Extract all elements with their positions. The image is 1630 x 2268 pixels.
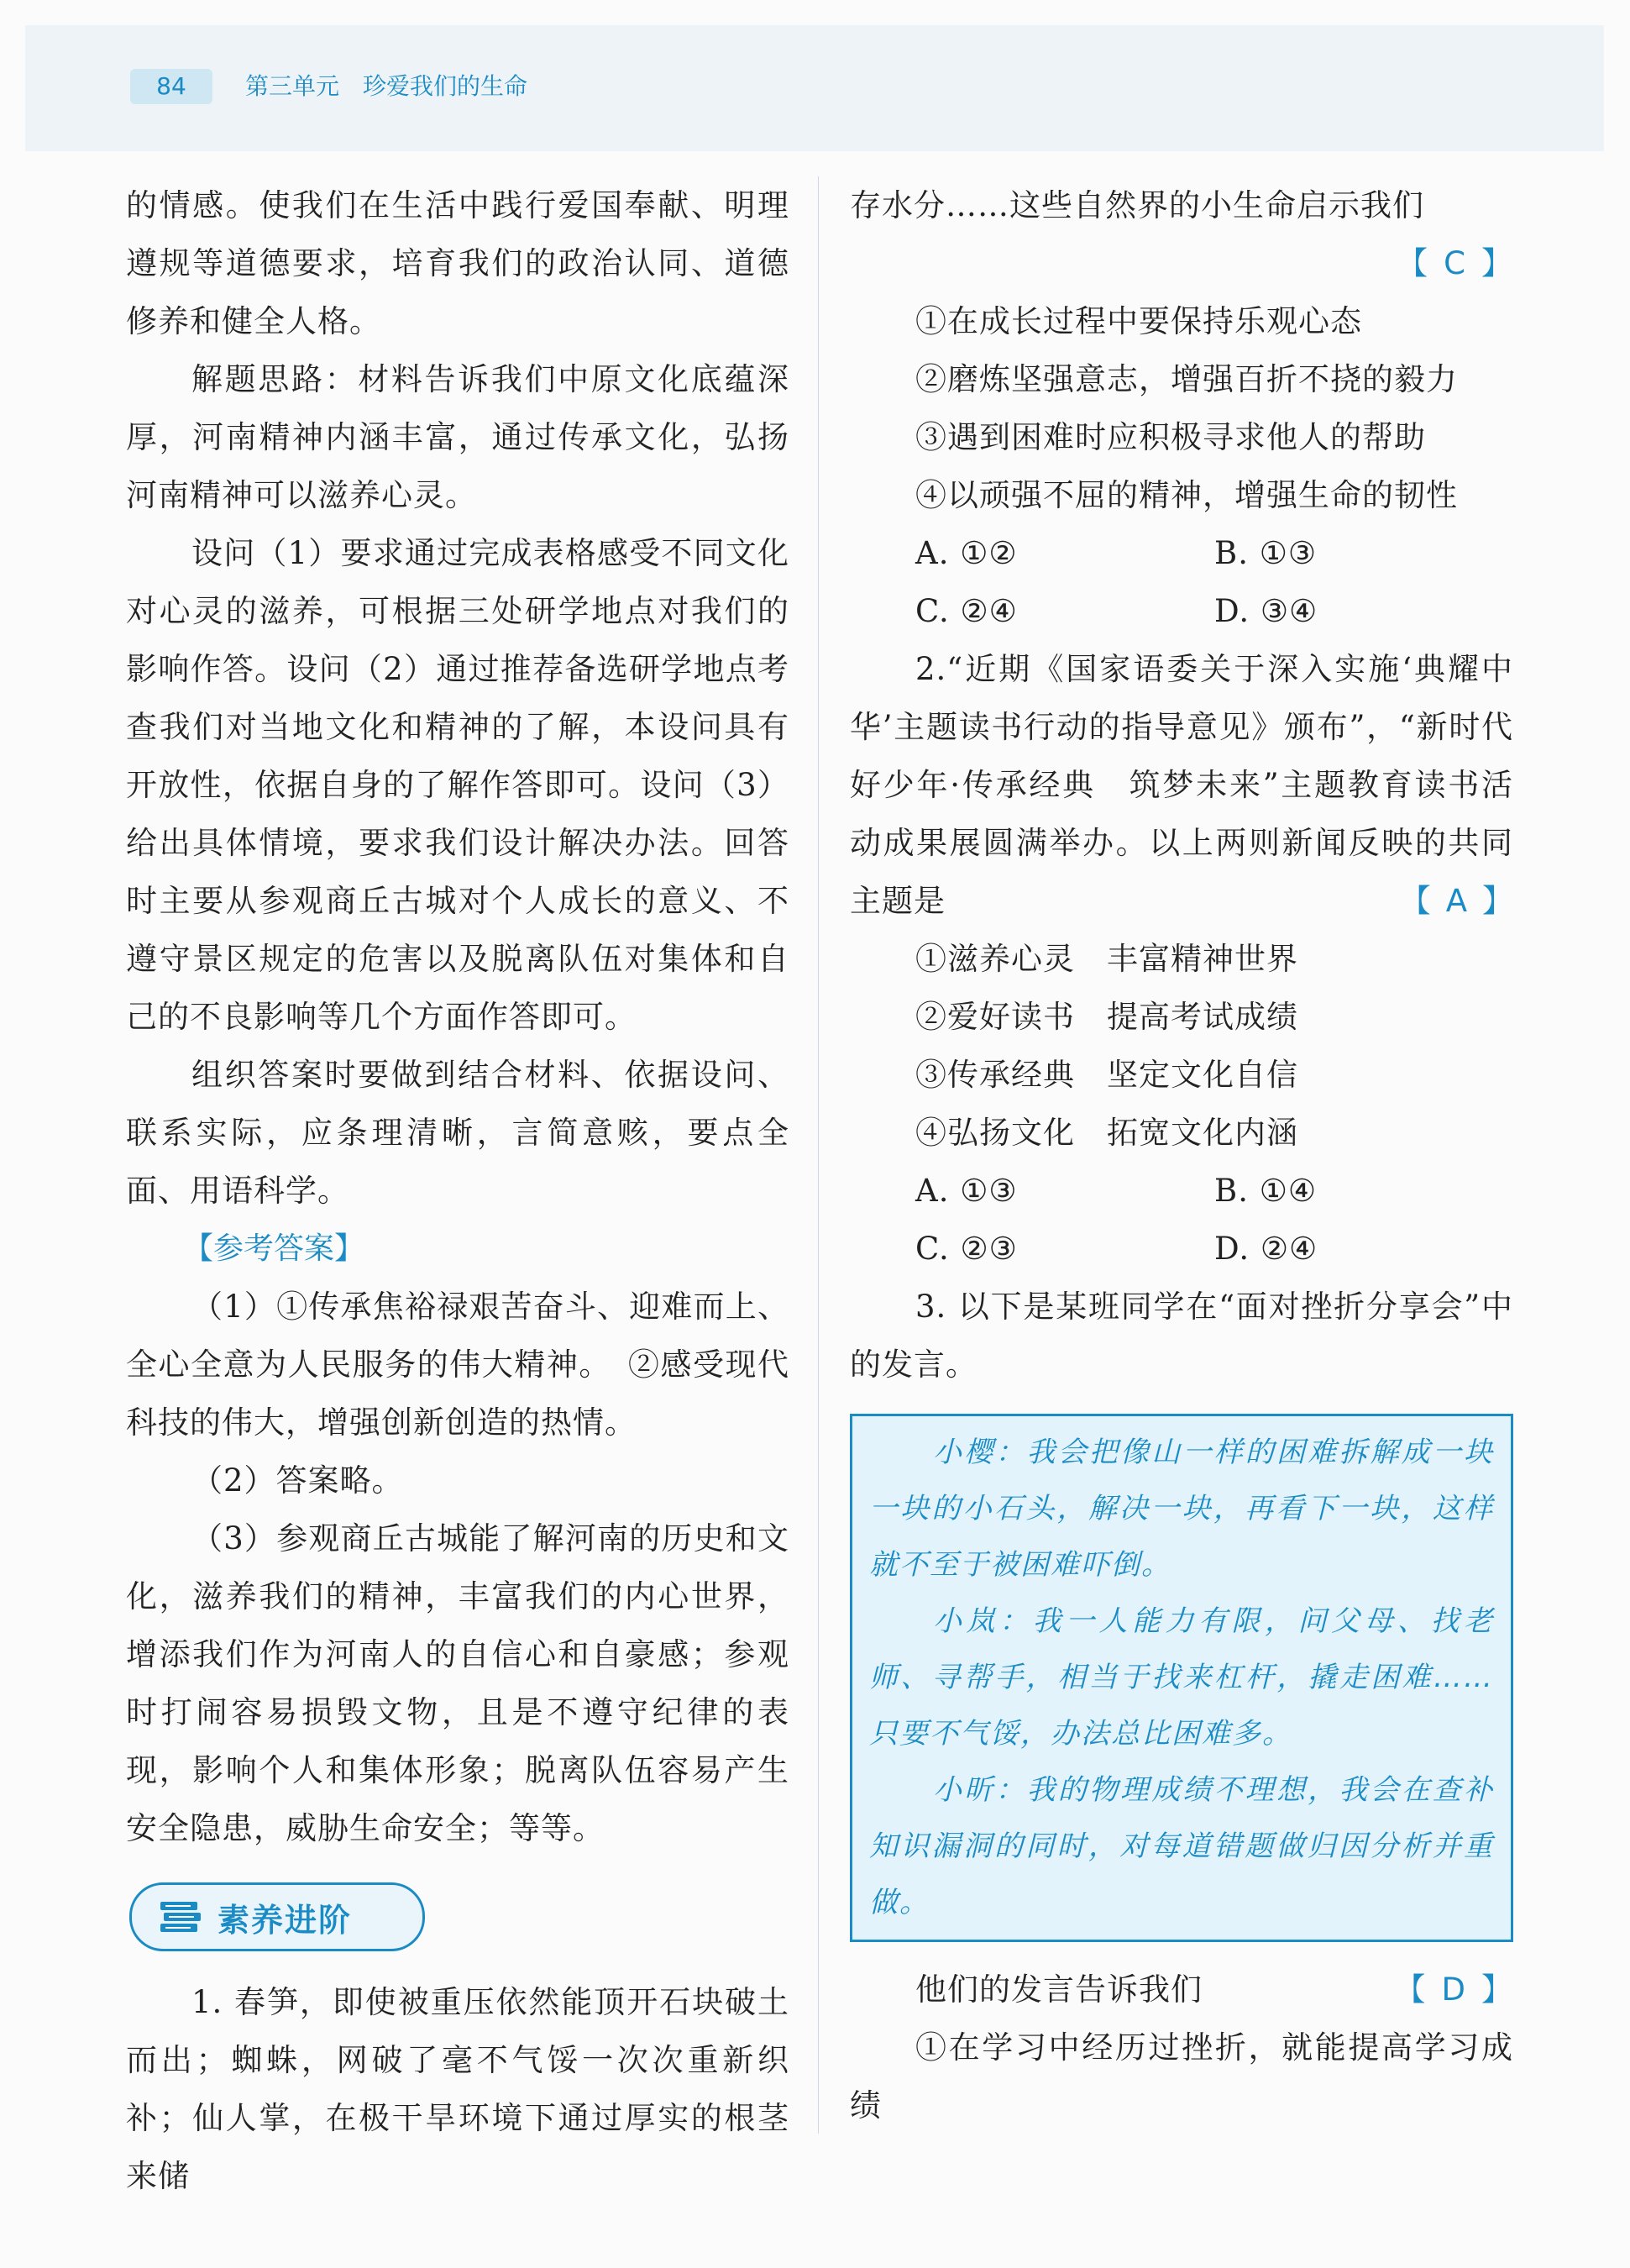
quote-box bbox=[850, 1414, 1513, 1942]
q1-option-c: C. ②④ bbox=[915, 593, 1018, 629]
quote-xiaoying: 小樱：我会把像山一样的困难拆解成一块一块的小石头，解决一块，再看下一块，这样就不至于被困难吓倒。 bbox=[869, 1436, 1494, 1582]
question-analysis: 设问（1）要求通过完成表格感受不同文化对心灵的滋养，可根据三处研学地点对我们的影响作答。设问（2）通过推荐备选研学地点考查我们对当地文化和精神的了解，本设问具有开放性，依据自身的了解作答即可。设问（3）给出具体情境，要求我们设计解决办法。回答时主要从参观商丘古城对个人成长的意义、不遵守景区规定的危害以及脱离队伍对集体和自己的不良影响等几个方面作答即可。 bbox=[126, 535, 789, 1035]
answer-bracket: 【 C 】 bbox=[1397, 245, 1513, 281]
analysis-paragraph-1: 的情感。使我们在生活中践行爱国奉献、明理遵规等道德要求，培育我们的政治认同、道德修养和健全人格。 bbox=[126, 187, 789, 339]
q2-options-row bbox=[850, 1162, 1513, 1220]
reference-answer-3: （3）参观商丘古城能了解河南的历史和文化，滋养我们的精神，丰富我们的内心世界，增添我们作为河南人的自信心和自豪感；参观时打闹容易损毁文物，且是不遵守纪律的表现，影响个人和集体形象；脱离队伍容易产生安全隐患，威胁生命安全；等等。 bbox=[126, 1520, 789, 1846]
q1-option-a: A. ①② bbox=[915, 535, 1018, 571]
reference-answer-1: （1）①传承焦裕禄艰苦奋斗、迎难而上、全心全意为人民服务的伟大精神。 ②感受现代科技的伟大，增强创新创造的热情。 bbox=[126, 1289, 789, 1441]
question-2-stem: 2.“近期《国家语委关于深入实施‘典耀中华’主题读书行动的指导意见》颁布”，“新时代好少年·传承经典 筑梦未来”主题教育读书活动成果展圆满举办。以上两则新闻反映的共同主题是 bbox=[850, 651, 1513, 919]
q1-options-row bbox=[850, 582, 1513, 640]
section-title: 素养进阶 bbox=[218, 1901, 353, 1939]
unit-title: 第三单元 珍爱我们的生命 bbox=[245, 72, 528, 100]
q1-statement: ①在成长过程中要保持乐观心态 bbox=[915, 303, 1362, 339]
solution-approach: 解题思路：材料告诉我们中原文化底蕴深厚，河南精神内涵丰富，通过传承文化，弘扬河南精神可以滋养心灵。 bbox=[126, 361, 789, 513]
q1-option-b: B. ①③ bbox=[1214, 535, 1318, 571]
reference-answer-2: （2）答案略。 bbox=[191, 1462, 404, 1499]
q1-statement: ②磨炼坚强意志，增强百折不挠的毅力 bbox=[915, 361, 1458, 397]
column-divider bbox=[818, 176, 819, 2134]
question-1-continuation: 存水分……这些自然界的小生命启示我们 bbox=[850, 187, 1424, 223]
question-1-stem: 1. 春笋，即使被重压依然能顶开石块破土而出；蜘蛛，网破了毫不气馁一次次重新织补；仙人掌，在极干旱环境下通过厚实的根茎来储 bbox=[126, 1984, 789, 2194]
question-2-block bbox=[850, 640, 1513, 930]
section-badge bbox=[129, 1882, 425, 1951]
answer-bracket: 【 A 】 bbox=[1399, 883, 1513, 919]
q2-statement: ②爱好读书 提高考试成绩 bbox=[915, 999, 1298, 1035]
answer-organization-tip: 组织答案时要做到结合材料、依据设问、联系实际，应条理清晰，言简意赅，要点全面、用语科学。 bbox=[126, 1057, 789, 1209]
q2-statement: ①滋养心灵 丰富精神世界 bbox=[915, 941, 1298, 977]
answer-bracket: 【 D 】 bbox=[1394, 1971, 1513, 2008]
books-icon bbox=[157, 1898, 204, 1935]
q1-options-row bbox=[850, 524, 1513, 582]
q2-option-d: D. ②④ bbox=[1214, 1231, 1318, 1267]
question-2-answer: A bbox=[1445, 883, 1467, 919]
reference-answer-title: 【参考答案】 bbox=[183, 1231, 365, 1266]
q2-options-row bbox=[850, 1220, 1513, 1278]
question-1-answer-line bbox=[850, 234, 1513, 292]
q2-option-a: A. ①③ bbox=[915, 1173, 1018, 1209]
quote-xiaolan: 小岚：我一人能力有限，问父母、找老师、寻帮手，相当于找来杠杆，撬走困难……只要不气馁，办法总比困难多。 bbox=[869, 1604, 1494, 1751]
q1-statement: ③遇到困难时应积极寻求他人的帮助 bbox=[915, 419, 1426, 455]
q1-statement: ④以顽强不屈的精神，增强生命的韧性 bbox=[915, 477, 1458, 513]
page-number: 84 bbox=[130, 69, 212, 104]
q2-option-b: B. ①④ bbox=[1214, 1173, 1318, 1209]
q3-statement: ①在学习中经历过挫折，就能提高学习成绩 bbox=[850, 2029, 1513, 2124]
q2-option-c: C. ②③ bbox=[915, 1231, 1018, 1267]
question-3-answer: D bbox=[1441, 1971, 1466, 2008]
question-3-prompt: 他们的发言告诉我们 bbox=[915, 1971, 1203, 2008]
question-1-answer: C bbox=[1444, 245, 1466, 281]
question-3-answer-line bbox=[850, 1961, 1513, 2019]
q2-statement: ③传承经典 坚定文化自信 bbox=[915, 1057, 1298, 1093]
right-column bbox=[850, 176, 1513, 2134]
q1-option-d: D. ③④ bbox=[1214, 593, 1318, 629]
question-3-stem: 3. 以下是某班同学在“面对挫折分享会”中的发言。 bbox=[850, 1289, 1513, 1383]
quote-xiaoxin: 小昕：我的物理成绩不理想，我会在查补知识漏洞的同时，对每道错题做归因分析并重做。 bbox=[869, 1773, 1494, 1919]
q2-statement: ④弘扬文化 拓宽文化内涵 bbox=[915, 1115, 1298, 1151]
left-column bbox=[126, 176, 789, 2205]
